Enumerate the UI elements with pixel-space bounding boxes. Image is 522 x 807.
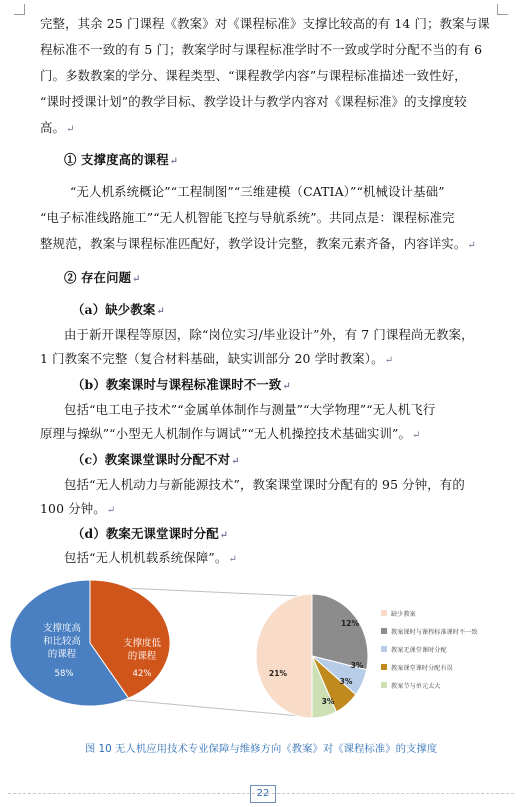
subheading-no-allocation: （d）教案无课堂课时分配↵ — [72, 526, 229, 541]
legend-unit-too-large-swatch — [381, 682, 387, 688]
legend-allocation-wrong-swatch — [381, 664, 387, 670]
label-high-support: 支撑度高和比较高的课程 — [42, 623, 82, 660]
crop-mark-top-right — [497, 4, 508, 15]
breakdown-legend — [381, 610, 478, 690]
support-pie-charts — [0, 576, 522, 736]
paragraph-line: 100 分钟。↵ — [40, 501, 116, 516]
value-hours-mismatch: 12% — [341, 619, 359, 628]
paragraph-line: “无人机系统概论”“工程制图”“三维建模（CATIA）”“机械设计基础” — [70, 184, 445, 199]
paragraph-line: 原理与操纵”“小型无人机制作与调试”“无人机操控技术基础实训”。↵ — [40, 426, 421, 441]
slice-missing-plans — [256, 594, 312, 718]
value-low-support: 42% — [132, 669, 152, 679]
paragraph-line: 包括“无人机动力与新能源技术”，教案课堂课时分配有的 95 分钟，有的 — [64, 477, 465, 492]
subheading-hours-mismatch: （b）教案课时与课程标准课时不一致↵ — [72, 377, 291, 392]
paragraph-mark: ↵ — [228, 554, 237, 565]
legend-no-allocation-label: 教案无课堂课时分配 — [391, 647, 447, 654]
connector-top — [125, 588, 300, 596]
paragraph-mark: ↵ — [412, 430, 421, 441]
subheading-allocation-wrong: （c）教案课堂课时分配不对↵ — [72, 452, 240, 467]
crop-mark-top-left — [14, 4, 25, 15]
legend-no-allocation-swatch — [381, 646, 387, 652]
subheading-missing-plans: （a）缺少教案↵ — [72, 302, 165, 317]
legend-unit-too-large-label: 教案节与单元太大 — [391, 683, 441, 690]
value-high-support: 58% — [54, 669, 74, 679]
label-low-support: 支撑度低的课程 — [122, 638, 162, 662]
page-number: 22 — [250, 785, 276, 803]
paragraph-line: “电子标准线路施工”“无人机智能飞控与导航系统”。共同点是：课程标准完 — [40, 210, 455, 225]
paragraph-line: 高。↵ — [40, 120, 75, 135]
legend-missing-plans-swatch — [381, 610, 387, 616]
legend-allocation-wrong-label: 教案课堂课时分配有误 — [391, 665, 453, 672]
value-unit-too-large: 3% — [321, 697, 335, 706]
paragraph-line: 程标准不一致的有 5 门；教案学时与课程标准学时不一致或学时分配不当的有 6 — [40, 42, 483, 57]
paragraph-line: 1 门教案不完整（复合材料基础，缺实训部分 20 学时教案）。↵ — [40, 351, 394, 366]
paragraph-line: “课时授课计划”的教学目标、教学设计与教学内容对《课程标准》的支撑度较 — [40, 94, 467, 109]
paragraph-line: 包括“无人机机载系统保障”。↵ — [64, 550, 237, 565]
paragraph-line: 包括“电工电子技术”“金属单体制作与测量”“大学物理”“无人机飞行 — [64, 402, 436, 417]
value-missing-plans: 21% — [269, 669, 287, 678]
paragraph-mark: ↵ — [282, 381, 291, 392]
paragraph-mark: ↵ — [384, 355, 394, 366]
legend-missing-plans-label: 缺少教案 — [391, 611, 416, 618]
legend-hours-mismatch-swatch — [381, 628, 387, 634]
figure-caption: 图 10 无人机应用技术专业保障与维修方向《教案》对《课程标准》的支撑度 — [84, 743, 438, 755]
paragraph-mark: ↵ — [231, 456, 240, 467]
paragraph-line: 整规范，教案与课程标准匹配好，教学设计完整，教案元素齐备，内容详实。↵ — [40, 236, 476, 251]
legend-hours-mismatch-label: 教案课时与课程标准课时不一致 — [391, 629, 478, 636]
paragraph-line: 完整，其余 25 门课程《教案》对《课程标准》支撑比较高的有 14 门；教案与课 — [40, 16, 490, 31]
paragraph-mark: ↵ — [169, 156, 179, 167]
paragraph-mark: ↵ — [106, 505, 116, 516]
connector-bottom — [125, 700, 300, 716]
overall-support-pie — [10, 580, 170, 706]
paragraph-mark: ↵ — [132, 274, 141, 285]
paragraph-line: 由于新开课程等原因，除“岗位实习/毕业设计”外，有 7 门课程尚无教案， — [64, 327, 474, 342]
value-no-allocation: 3% — [350, 661, 364, 670]
paragraph-mark: ↵ — [156, 306, 165, 317]
low-support-breakdown-pie — [256, 594, 368, 718]
paragraph-mark: ↵ — [467, 240, 476, 251]
section-heading-problems: ② 存在问题↵ — [64, 270, 141, 285]
value-allocation-wrong: 3% — [339, 677, 353, 686]
paragraph-line: 门。多数教案的学分、课程类型、“课程教学内容”与课程标准描述一致性好， — [40, 68, 467, 83]
section-heading-supported: ① 支撑度高的课程↵ — [64, 152, 179, 167]
paragraph-mark: ↵ — [219, 530, 229, 541]
paragraph-mark: ↵ — [66, 124, 75, 135]
